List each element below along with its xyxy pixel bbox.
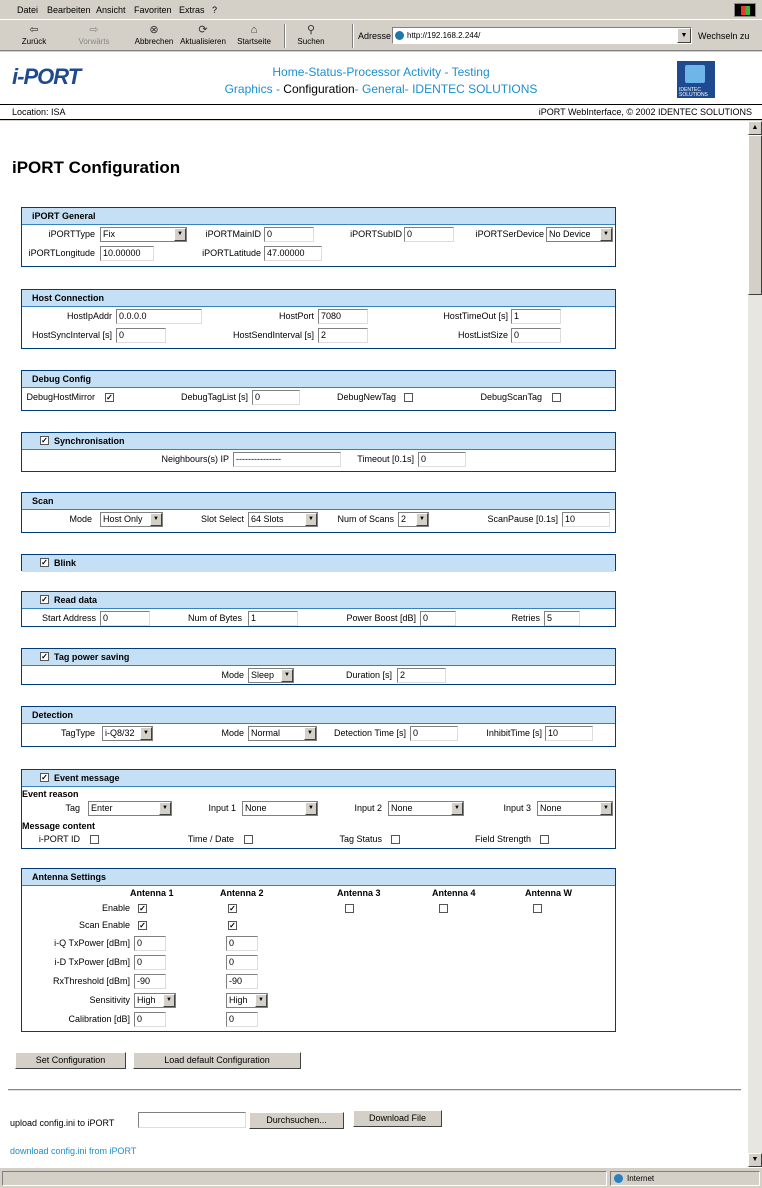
nav-separator: - [444, 65, 449, 79]
home-label: Startseite [237, 37, 271, 46]
scan-enable-row [22, 917, 615, 934]
download-config-link[interactable]: download config.ini from iPORT [10, 1146, 137, 1156]
id-txpower-label: i-D TxPower [dBm] [54, 957, 130, 967]
panel-header [22, 433, 615, 450]
panel-title: Detection [22, 707, 615, 724]
antenna1-iq-input[interactable]: 0 [134, 936, 166, 951]
hostip-input[interactable]: 0.0.0.0 [116, 309, 202, 324]
chevron-down-icon: ▼ [163, 994, 175, 1007]
chevron-down-icon: ▼ [150, 513, 162, 526]
detection-mode-select[interactable] [248, 726, 317, 741]
nav-separator: - [304, 65, 309, 79]
power-boost-label: Power Boost [dB] [346, 613, 416, 623]
menu-extras[interactable]: Extras [179, 5, 205, 15]
form-row [22, 326, 615, 345]
menu-favorites[interactable]: Favoriten [134, 5, 172, 15]
panel-title: Blink [54, 558, 77, 568]
toolbar-separator [284, 24, 286, 48]
scanpause-label: ScanPause [0.1s] [487, 514, 558, 524]
enable-row [22, 900, 615, 917]
message-content-heading: Message content [22, 821, 96, 831]
mainid-label: iPORTMainID [205, 229, 261, 239]
vertical-scrollbar[interactable] [748, 121, 762, 1167]
home-button[interactable] [234, 23, 274, 49]
refresh-icon: ⟳ [198, 24, 208, 36]
chevron-down-icon: ▼ [305, 802, 317, 815]
chevron-down-icon: ▼ [600, 802, 612, 815]
debugtaglist-label: DebugTagList [s] [180, 392, 248, 402]
num-scans-select[interactable] [398, 512, 429, 527]
subid-input[interactable]: 0 [404, 227, 454, 242]
iport-id-label: i-PORT ID [38, 834, 80, 844]
power-mode-label: Mode [221, 670, 244, 680]
panel-title: Antenna Settings [22, 869, 615, 886]
antenna1-sensitivity-value: High [137, 995, 156, 1005]
go-button[interactable]: Wechseln zu [698, 31, 750, 41]
form-row [22, 830, 616, 849]
panel-scan [21, 492, 616, 533]
load-default-configuration-button[interactable]: Load default Configuration [133, 1052, 301, 1069]
nav-separator: - [275, 82, 280, 96]
hostlistsize-label: HostListSize [457, 330, 508, 340]
panel-host-connection [21, 289, 616, 349]
form-row [22, 388, 615, 407]
forward-button[interactable] [74, 23, 114, 49]
detection-mode-label: Mode [221, 728, 244, 738]
security-zone: Internet [610, 1171, 760, 1186]
antennaw-heading: Antenna W [525, 888, 572, 898]
antenna2-scan-checkbox[interactable]: ✓ [229, 921, 236, 930]
menu-bar [0, 0, 762, 20]
browse-button[interactable]: Durchsuchen... [249, 1112, 344, 1129]
num-bytes-label: Num of Bytes [187, 613, 242, 623]
antenna2-iq-input[interactable]: 0 [226, 936, 258, 951]
input2-value: None [391, 803, 413, 813]
divider [8, 1089, 741, 1091]
panel-tag-power-saving [21, 648, 616, 685]
hostsend-label: HostSendInterval [s] [232, 330, 314, 340]
refresh-button[interactable] [178, 23, 228, 49]
input1-label: Input 1 [208, 803, 236, 813]
form-row [22, 609, 615, 628]
menu-file[interactable]: Datei [17, 5, 39, 15]
scan-mode-select[interactable] [100, 512, 163, 527]
search-button[interactable] [294, 23, 328, 49]
panel-title: Event message [54, 773, 120, 783]
mainid-input[interactable]: 0 [264, 227, 314, 242]
iq-txpower-row [22, 934, 615, 953]
form-row [22, 666, 615, 685]
scroll-up-icon[interactable]: ▲ [748, 121, 762, 135]
form-row [22, 799, 616, 818]
panel-read-data [21, 591, 616, 627]
page-content [0, 121, 748, 1167]
input1-value: None [245, 803, 267, 813]
retries-input[interactable]: 5 [544, 611, 580, 626]
tag-value: Enter [91, 803, 113, 813]
chevron-down-icon: ▼ [140, 727, 152, 740]
antenna3-heading: Antenna 3 [337, 888, 381, 898]
form-row [22, 724, 615, 743]
debugscantag-checkbox[interactable] [552, 393, 561, 402]
panel-title: Host Connection [22, 290, 615, 307]
hostlistsize-input[interactable]: 0 [511, 328, 561, 343]
calibration-row [22, 1010, 615, 1029]
back-button[interactable] [16, 23, 52, 49]
scroll-thumb[interactable] [748, 135, 762, 295]
detection-time-input[interactable]: 0 [410, 726, 458, 741]
panel-header [22, 555, 615, 572]
form-row [22, 307, 615, 326]
iport-id-checkbox[interactable] [90, 835, 99, 844]
synchronisation-checkbox[interactable]: ✓ [41, 436, 48, 445]
slot-select-label: Slot Select [200, 514, 244, 524]
antenna1-rx-input[interactable]: -90 [134, 974, 166, 989]
tagtype-label: TagType [60, 728, 95, 738]
panel-title: Tag power saving [54, 652, 130, 662]
menu-help[interactable]: ? [212, 5, 218, 15]
latitude-input[interactable]: 47.00000 [264, 246, 322, 261]
serdevice-value: No Device [549, 229, 591, 239]
search-icon: ⚲ [306, 24, 316, 36]
address-input[interactable] [392, 27, 692, 44]
menu-view[interactable]: Ansicht [96, 5, 126, 15]
porttype-value: Fix [103, 229, 115, 239]
input3-select[interactable] [537, 801, 613, 816]
location-text: Location: ISA [12, 107, 66, 117]
stop-icon: ⊗ [149, 24, 159, 36]
chevron-down-icon: ▼ [281, 669, 293, 682]
nav-testing[interactable]: Testing [451, 65, 490, 79]
inhibit-time-label: InhibitTime [s] [486, 728, 542, 738]
power-mode-select[interactable] [248, 668, 294, 683]
longitude-label: iPORTLongitude [28, 248, 95, 258]
input1-select[interactable] [242, 801, 318, 816]
upload-label: upload config.ini to iPORT [10, 1118, 115, 1128]
blink-checkbox[interactable]: ✓ [41, 558, 48, 567]
sensitivity-row [22, 991, 615, 1010]
neighbours-input[interactable]: --------------- [233, 452, 341, 467]
back-arrow-icon: ⇦ [29, 24, 39, 36]
form-row [22, 510, 615, 529]
duration-label: Duration [s] [345, 670, 392, 680]
enable-label: Enable [101, 903, 130, 913]
nav-configuration[interactable]: Configuration [283, 82, 355, 96]
event-reason-heading: Event reason [22, 789, 79, 799]
chevron-down-icon: ▼ [600, 228, 612, 241]
back-label: Zurück [21, 37, 47, 46]
upload-file-input[interactable] [138, 1112, 246, 1128]
tag-select[interactable] [88, 801, 172, 816]
panel-blink [21, 554, 616, 571]
hostsync-label: HostSyncInterval [s] [31, 330, 112, 340]
antenna2-heading: Antenna 2 [220, 888, 264, 898]
antenna4-heading: Antenna 4 [432, 888, 476, 898]
panel-title: iPORT General [22, 208, 615, 225]
set-configuration-button[interactable]: Set Configuration [15, 1052, 126, 1069]
scanpause-input[interactable]: 10 [562, 512, 610, 527]
hostport-input[interactable]: 7080 [318, 309, 368, 324]
address-value: http://192.168.2.244/ [407, 31, 481, 40]
nav-identec[interactable]: IDENTEC SOLUTIONS [412, 82, 538, 96]
rxthreshold-label: RxThreshold [dBm] [52, 976, 130, 986]
chevron-down-icon: ▼ [255, 994, 267, 1007]
panel-header [22, 592, 615, 609]
status-bar [0, 1167, 762, 1188]
forward-arrow-icon: ⇨ [89, 24, 99, 36]
iq-txpower-label: i-Q TxPower [dBm] [54, 938, 130, 948]
field-strength-checkbox[interactable] [540, 835, 549, 844]
hostport-label: HostPort [278, 311, 314, 321]
antenna2-id-input[interactable]: 0 [226, 955, 258, 970]
antenna1-scan-checkbox[interactable]: ✓ [139, 921, 146, 930]
antenna1-heading: Antenna 1 [130, 888, 174, 898]
slot-value: 64 Slots [251, 514, 284, 524]
num-bytes-input[interactable]: 1 [248, 611, 298, 626]
chevron-down-icon: ▼ [451, 802, 463, 815]
nav-separator: - [342, 65, 347, 79]
nav-processor-activity[interactable]: Processor Activity [346, 65, 442, 79]
subid-label: iPORTSubID [350, 229, 402, 239]
debugnewtag-checkbox[interactable] [404, 393, 413, 402]
stop-label: Abbrechen [134, 37, 174, 46]
hostip-label: HostIpAddr [66, 311, 112, 321]
event-message-checkbox[interactable]: ✓ [41, 773, 48, 782]
num-scans-value: 2 [401, 514, 407, 524]
toolbar-separator [352, 24, 354, 48]
slot-select[interactable] [248, 512, 318, 527]
panel-detection [21, 706, 616, 747]
panel-debug-config [21, 370, 616, 411]
input3-value: None [540, 803, 562, 813]
status-text-area [2, 1171, 607, 1186]
chevron-down-icon: ▼ [305, 513, 317, 526]
antenna3-enable-checkbox[interactable] [345, 904, 354, 913]
scan-enable-label: Scan Enable [78, 920, 130, 930]
panel-header [22, 649, 615, 666]
tag-status-label: Tag Status [339, 834, 382, 844]
page-title: iPORT Configuration [12, 158, 181, 177]
form-row [22, 225, 615, 244]
antenna1-id-input[interactable]: 0 [134, 955, 166, 970]
antenna-header-row [22, 886, 615, 900]
nav-separator: - [404, 82, 409, 96]
latitude-label: iPORTLatitude [202, 248, 261, 258]
neighbours-label: Neighbours(s) IP [161, 454, 229, 464]
chevron-down-icon: ▼ [416, 513, 428, 526]
panel-antenna-settings [21, 868, 616, 1032]
hosttimeout-label: HostTimeOut [s] [443, 311, 508, 321]
longitude-input[interactable]: 10.00000 [100, 246, 154, 261]
panel-title: Read data [54, 595, 98, 605]
panel-event-message [21, 769, 616, 849]
panel-title: Debug Config [22, 371, 615, 388]
sync-timeout-input[interactable]: 0 [418, 452, 466, 467]
input2-select[interactable] [388, 801, 464, 816]
antenna4-enable-checkbox[interactable] [439, 904, 448, 913]
start-address-input[interactable]: 0 [100, 611, 150, 626]
power-boost-input[interactable]: 0 [420, 611, 456, 626]
nav-general[interactable]: General [362, 82, 405, 96]
porttype-label: iPORTType [48, 229, 95, 239]
debughostmirror-label: DebugHostMirror [26, 392, 95, 402]
nav-separator: - [354, 82, 359, 96]
panel-title: Scan [22, 493, 615, 510]
panel-iport-general [21, 207, 616, 267]
antennaw-enable-checkbox[interactable] [533, 904, 542, 913]
nav-graphics[interactable]: Graphics [224, 82, 273, 96]
antenna1-enable-checkbox[interactable]: ✓ [139, 904, 146, 913]
read-data-checkbox[interactable]: ✓ [41, 595, 48, 604]
page-header [0, 52, 762, 104]
windows-logo-icon [734, 3, 756, 17]
address-label: Adresse [358, 31, 392, 41]
debugnewtag-label: DebugNewTag [336, 392, 396, 402]
scroll-down-icon[interactable]: ▼ [748, 1153, 762, 1167]
inhibit-time-input[interactable]: 10 [545, 726, 593, 741]
field-strength-label: Field Strength [474, 834, 531, 844]
hostsend-input[interactable]: 2 [318, 328, 368, 343]
antenna2-cal-input[interactable]: 0 [226, 1012, 258, 1027]
scan-mode-label: Mode [69, 514, 92, 524]
hosttimeout-input[interactable]: 1 [511, 309, 561, 324]
download-file-button[interactable]: Download File [353, 1110, 442, 1127]
antenna2-enable-checkbox[interactable]: ✓ [229, 904, 236, 913]
chevron-down-icon: ▼ [304, 727, 316, 740]
menu-edit[interactable]: Bearbeiten [47, 5, 91, 15]
panel-header [22, 770, 615, 787]
nav-home[interactable]: Home [272, 65, 305, 79]
copyright-text: iPORT WebInterface, © 2002 IDENTEC SOLUTIONS [538, 107, 752, 117]
detection-time-label: Detection Time [s] [333, 728, 406, 738]
scan-mode-value: Host Only [103, 514, 143, 524]
input2-label: Input 2 [354, 803, 382, 813]
nav-status[interactable]: Status [308, 65, 343, 79]
antenna1-sensitivity-select[interactable] [134, 993, 176, 1008]
calibration-label: Calibration [dB] [68, 1014, 130, 1024]
id-txpower-row [22, 953, 615, 972]
stop-button[interactable] [132, 23, 176, 49]
refresh-label: Aktualisieren [180, 37, 226, 46]
input3-label: Input 3 [503, 803, 531, 813]
panel-synchronisation [21, 432, 616, 472]
antenna1-cal-input[interactable]: 0 [134, 1012, 166, 1027]
serdevice-select[interactable] [546, 227, 613, 242]
sync-timeout-label: Timeout [0.1s] [357, 454, 414, 464]
tagtype-value: i-Q8/32 [105, 728, 135, 738]
iport-logo: i-PORT [12, 64, 81, 89]
chevron-down-icon: ▼ [174, 228, 186, 241]
antenna2-sensitivity-select[interactable] [226, 993, 268, 1008]
sensitivity-label: Sensitivity [89, 995, 130, 1005]
time-date-label: Time / Date [187, 834, 234, 844]
tag-power-saving-checkbox[interactable]: ✓ [41, 652, 48, 661]
form-row [22, 244, 615, 263]
debugscantag-label: DebugScanTag [480, 392, 542, 402]
identec-logo: IDENTEC SOLUTIONS [677, 61, 715, 98]
address-dropdown-icon[interactable]: ▼ [677, 28, 691, 43]
chevron-down-icon: ▼ [159, 802, 171, 815]
top-navigation [0, 65, 762, 79]
debughostmirror-checkbox[interactable]: ✓ [106, 393, 113, 402]
detection-mode-value: Normal [251, 728, 281, 738]
second-navigation [0, 82, 762, 96]
serdevice-label: iPORTSerDevice [475, 229, 544, 239]
debugtaglist-input[interactable]: 0 [252, 390, 300, 405]
tagtype-select[interactable] [102, 726, 153, 741]
power-mode-value: Sleep [251, 670, 275, 680]
form-row [22, 450, 615, 469]
hostsync-input[interactable]: 0 [116, 328, 166, 343]
rxthreshold-row [22, 972, 615, 991]
antenna2-sensitivity-value: High [229, 995, 248, 1005]
tag-status-checkbox[interactable] [391, 835, 400, 844]
location-bar [0, 104, 762, 120]
search-label: Suchen [297, 37, 325, 46]
antenna2-rx-input[interactable]: -90 [226, 974, 258, 989]
panel-title: Synchronisation [54, 436, 125, 446]
tag-label: Tag [65, 803, 80, 813]
toolbar [0, 21, 762, 51]
forward-label: Vorwärts [78, 37, 110, 46]
num-scans-label: Num of Scans [337, 514, 394, 524]
start-address-label: Start Address [41, 613, 96, 623]
retries-label: Retries [511, 613, 540, 623]
home-icon: ⌂ [250, 24, 258, 36]
time-date-checkbox[interactable] [244, 835, 253, 844]
duration-input[interactable]: 2 [397, 668, 446, 683]
porttype-select[interactable] [100, 227, 187, 242]
